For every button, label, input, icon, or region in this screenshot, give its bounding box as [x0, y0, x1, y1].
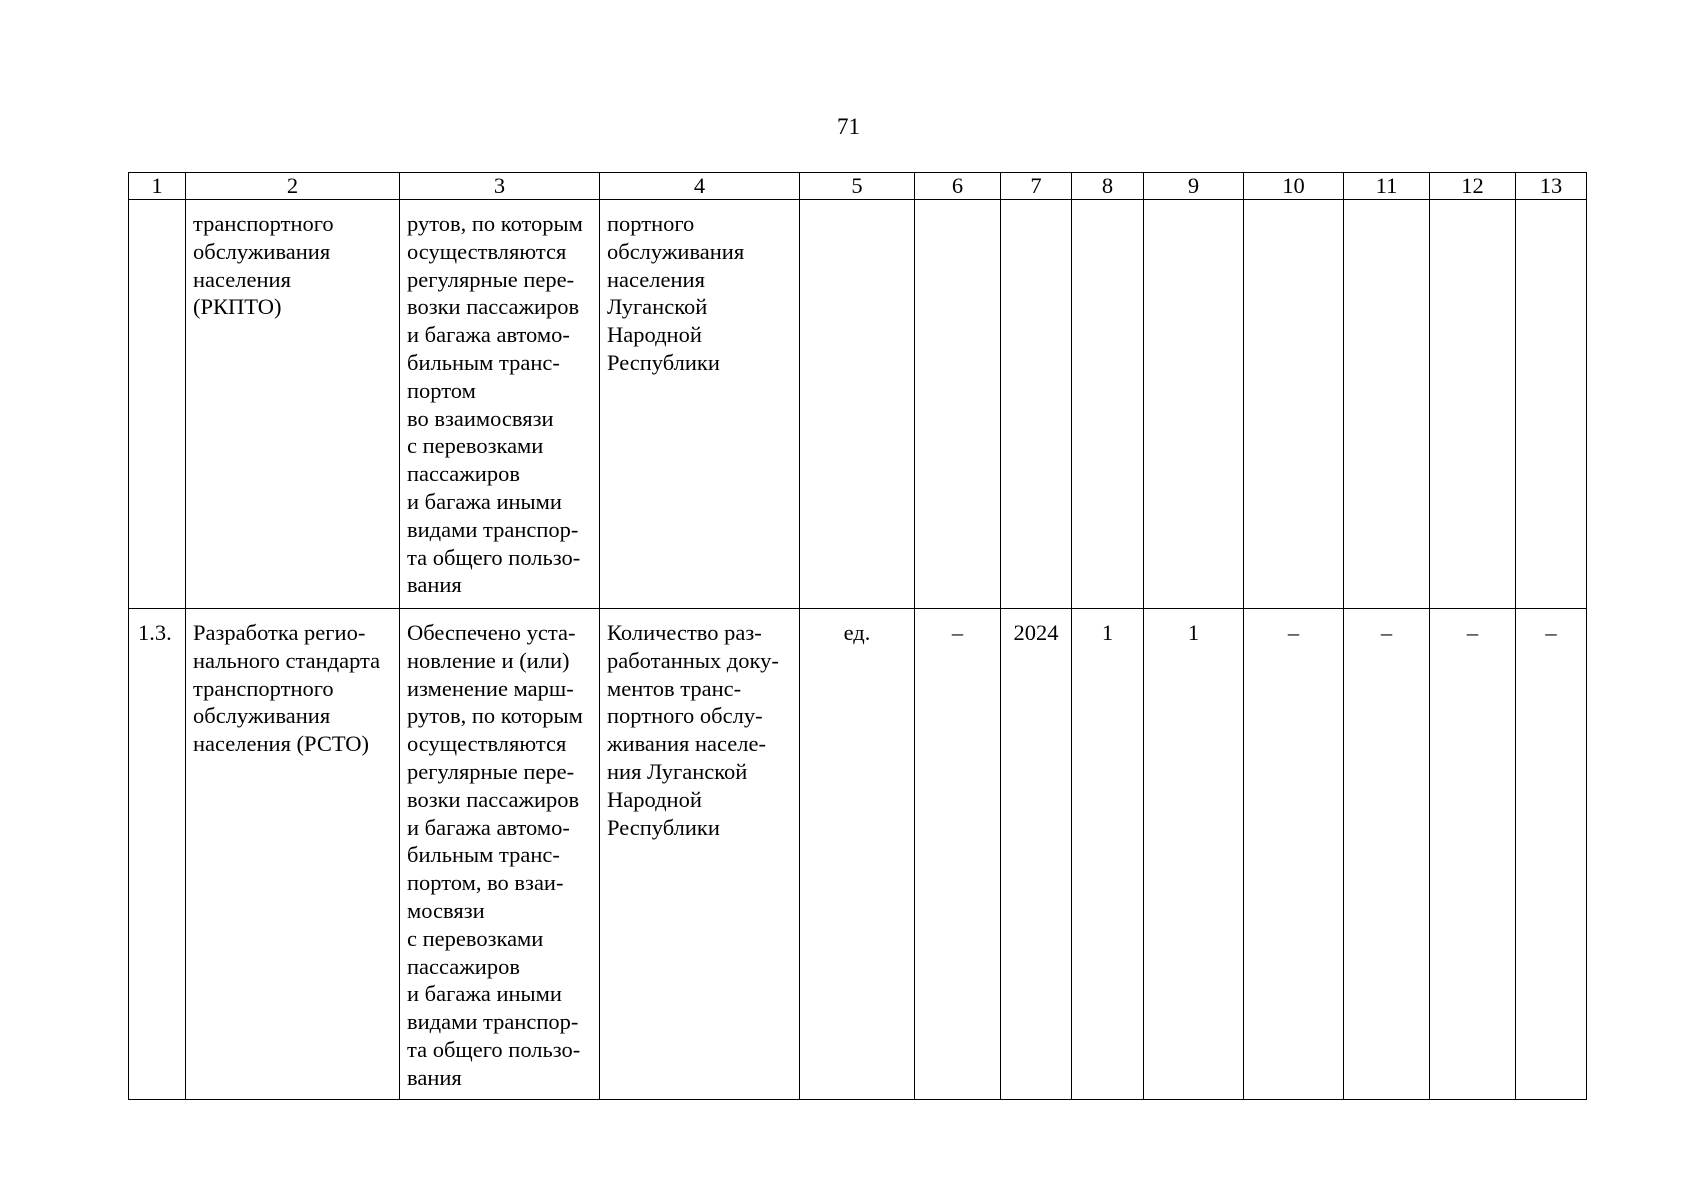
plan-table — [128, 172, 1587, 1100]
header-cell: 4 — [600, 173, 800, 200]
expected-result-cell: Обеспечено уста- новление и (или) изменение марш- рутов, по которым осуществляются регулярные пере- возки пассажиров и багажа автомо- бильным транс- портом, во взаи- мосвязи с перевозками пассажиров и багажа иными видами транспор- та общего пользо- вания — [400, 609, 600, 1100]
item-number-cell — [129, 200, 186, 609]
header-cell: 13 — [1516, 173, 1587, 200]
header-cell: 1 — [129, 173, 186, 200]
value-cell — [1516, 200, 1587, 609]
page-number: 71 — [837, 114, 860, 139]
unit-cell: ед. — [800, 609, 915, 1100]
header-cell: 3 — [400, 173, 600, 200]
header-cell: 11 — [1344, 173, 1430, 200]
value-cell — [1430, 200, 1516, 609]
header-cell: 6 — [915, 173, 1001, 200]
value-cell — [1344, 200, 1430, 609]
value-cell — [1072, 200, 1144, 609]
indicator-name-cell: портного обслуживания населения Луганской Народной Республики — [600, 200, 800, 609]
value-cell — [1144, 200, 1244, 609]
header-cell: 7 — [1001, 173, 1072, 200]
value-cell — [1001, 200, 1072, 609]
measure-name-cell: транспортного обслуживания населения (РКПТО) — [186, 200, 400, 609]
value-cell: – — [915, 609, 1001, 1100]
header-cell: 8 — [1072, 173, 1144, 200]
value-cell: 1 — [1072, 609, 1144, 1100]
header-cell: 2 — [186, 173, 400, 200]
header-cell: 12 — [1430, 173, 1516, 200]
header-cell: 10 — [1244, 173, 1344, 200]
table-row — [129, 609, 1587, 1100]
value-cell: 1 — [1144, 609, 1244, 1100]
expected-result-cell: рутов, по которым осуществляются регулярные пере- возки пассажиров и багажа автомо- бильным транс- портом во взаимосвязи с перевозками пассажиров и багажа иными видами транспор- та общего пользо- вания — [400, 200, 600, 609]
column-number-row — [129, 173, 1587, 200]
value-cell: – — [1244, 609, 1344, 1100]
measure-name-cell: Разработка регио- нального стандарта транспортного обслуживания населения (РСТО) — [186, 609, 400, 1100]
value-cell: – — [1430, 609, 1516, 1100]
value-cell — [1244, 200, 1344, 609]
value-cell: 2024 — [1001, 609, 1072, 1100]
header-cell: 9 — [1144, 173, 1244, 200]
table-row — [129, 200, 1587, 609]
value-cell: – — [1344, 609, 1430, 1100]
indicator-name-cell: Количество раз- работанных доку- ментов транс- портного обслу- живания населе- ния Луганской Народной Республики — [600, 609, 800, 1100]
value-cell — [915, 200, 1001, 609]
item-number-cell: 1.3. — [129, 609, 186, 1100]
value-cell: – — [1516, 609, 1587, 1100]
header-cell: 5 — [800, 173, 915, 200]
unit-cell — [800, 200, 915, 609]
